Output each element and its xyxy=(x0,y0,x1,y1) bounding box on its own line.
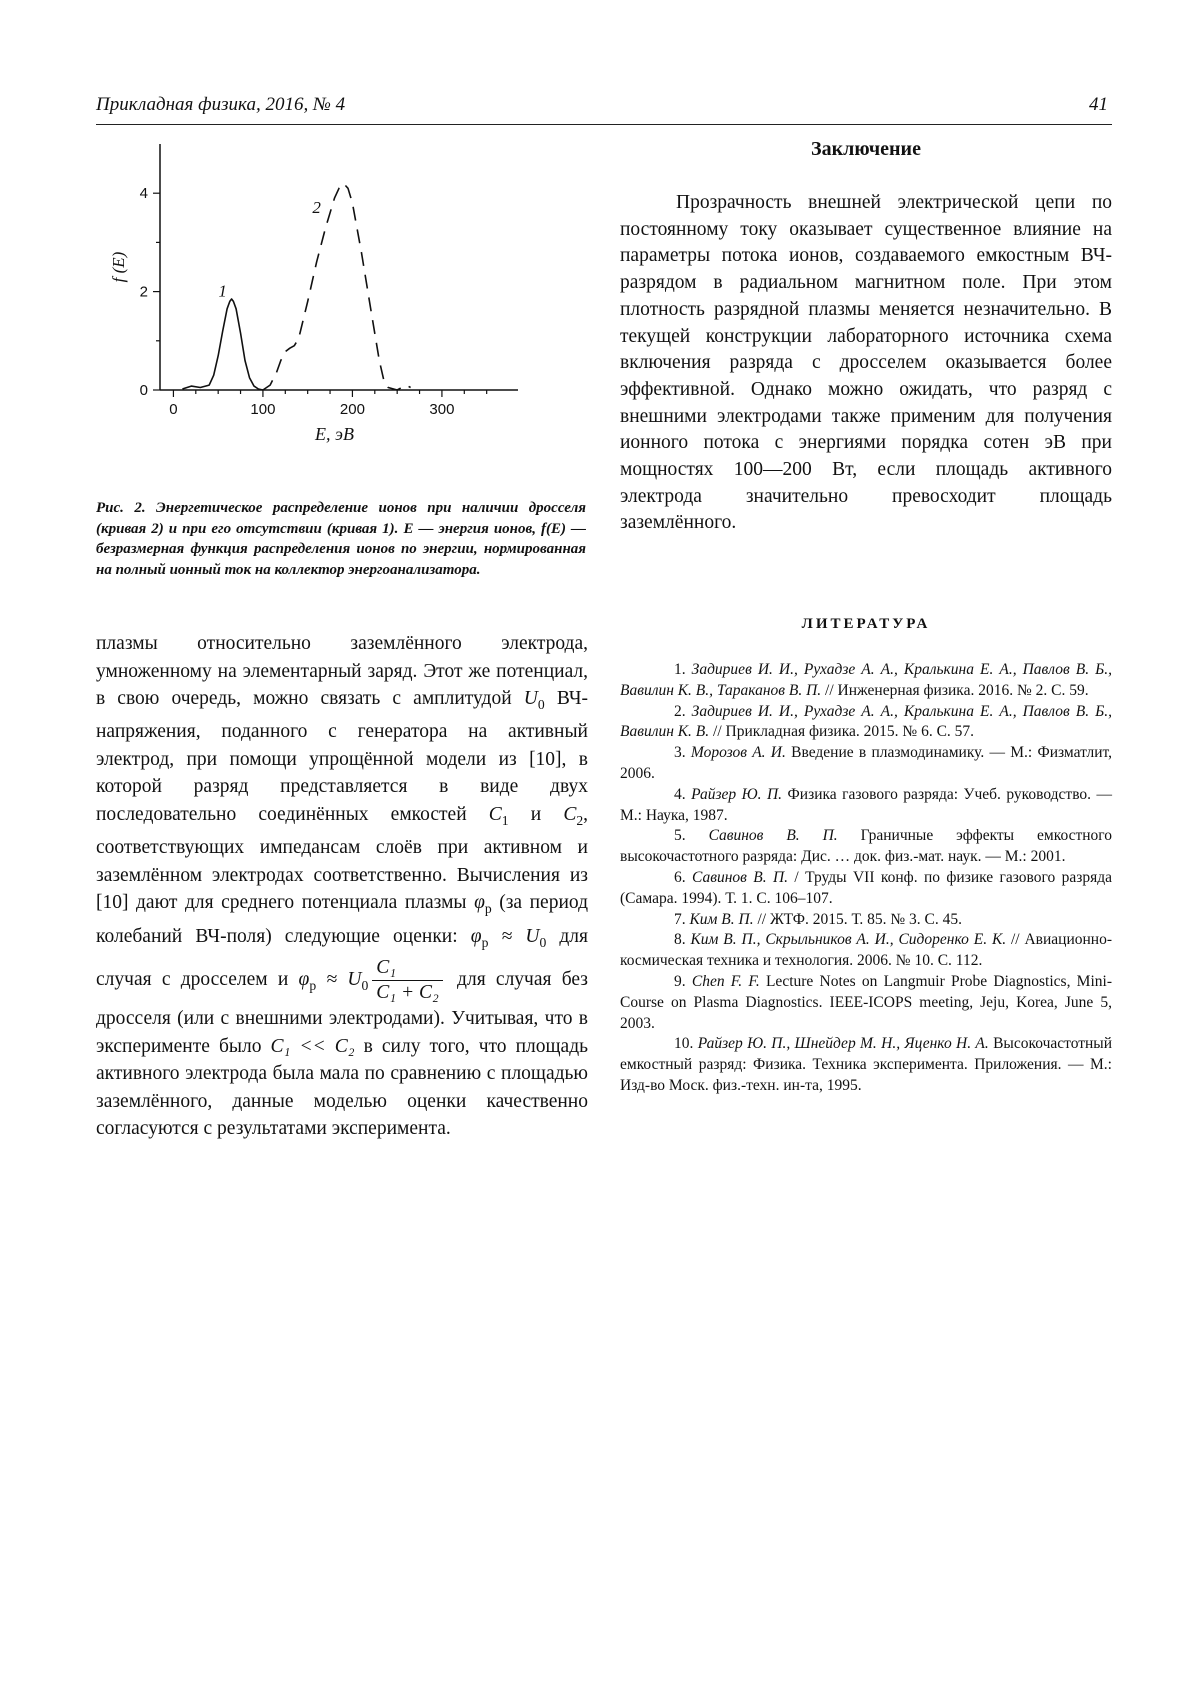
reference-authors: Ким В. П., Скрыльников А. И., Сидоренко Е. К. xyxy=(690,931,1007,949)
reference-item xyxy=(620,743,1112,785)
text-fragment: плазмы относительно заземлённого электрода, умноженному на элементарный заряд. Этот же потенциал, в свою очередь, можно связать с амплитудой xyxy=(96,633,588,709)
reference-item xyxy=(620,972,1112,1034)
reference-authors: Задириев И. И., Рухадзе А. А., Кралькина Е. А., Павлов В. Б., Вавилин К. В., Тараканов В. П. xyxy=(620,661,1113,699)
text-fragment: и xyxy=(530,803,542,825)
reference-source: Lecture Notes on Langmuir Probe Diagnostics, Mini-Course on Plasma Diagnostics. IEEE-ICOPS meeting, Jeju, Korea, June 5, 2003. xyxy=(620,972,1112,1032)
y-axis-label: f (E) xyxy=(110,251,128,283)
body-text-left xyxy=(96,630,588,1143)
equation-1: $\varphi_p \approx U_0$ xyxy=(470,925,547,950)
reference-item xyxy=(620,1034,1112,1096)
symbol-c2 xyxy=(563,803,584,828)
y-tick-label: 0 xyxy=(139,382,148,399)
symbol-u0 xyxy=(523,688,545,712)
fraction xyxy=(372,956,442,1005)
reference-authors: Ким В. П. xyxy=(689,910,754,928)
reference-number: 8. xyxy=(674,931,691,949)
conclusion-text xyxy=(620,190,1112,537)
literature-title: ЛИТЕРАТУРА xyxy=(801,616,931,632)
reference-item xyxy=(620,930,1112,972)
reference-source: // Авиационно-космическая техника и технология. 2006. № 10. С. 112. xyxy=(620,931,1112,970)
symbol-letter: C xyxy=(488,803,502,825)
reference-number: 7. xyxy=(674,910,690,928)
figure-energy-distribution xyxy=(110,134,590,486)
reference-source: Физика газового разряда: Учеб. руководство. — М.: Наука, 1987. xyxy=(620,785,1113,824)
text-fragment: для случая с дросселем и xyxy=(96,925,589,991)
reference-item xyxy=(620,785,1112,827)
reference-item xyxy=(620,702,1112,744)
conclusion-title: Заключение xyxy=(811,138,921,160)
symbol-subscript: p xyxy=(484,901,492,917)
page-header xyxy=(96,92,1112,125)
symbol-letter: φ xyxy=(474,892,485,914)
reference-item xyxy=(620,868,1112,910)
fraction-numerator: C₁ xyxy=(372,956,442,981)
curve-label: 2 xyxy=(312,197,321,217)
journal-title: Прикладная физика, 2016, № 4 xyxy=(96,94,346,115)
reference-source: / Труды VII конф. по физике газового разряда (Самара. 1994). Т. 1. С. 106–107. xyxy=(620,868,1113,907)
reference-number: 6. xyxy=(674,868,693,886)
reference-list xyxy=(620,660,1112,1097)
reference-item xyxy=(620,910,1112,931)
symbol-subscript: 1 xyxy=(501,812,509,828)
symbol-letter: U xyxy=(523,688,538,709)
x-axis-label: E, эВ xyxy=(315,424,354,444)
y-tick-label: 2 xyxy=(139,283,148,301)
reference-number: 9. xyxy=(674,972,692,990)
x-tick-label: 300 xyxy=(429,401,455,418)
reference-number: 2. xyxy=(674,702,692,720)
reference-item xyxy=(620,660,1112,702)
reference-source: // Инженерная физика. 2016. № 2. С. 59. xyxy=(821,681,1089,699)
text-fragment: (за период колебаний ВЧ-поля) следующие оценки: xyxy=(96,892,588,947)
reference-authors: Савинов В. П. xyxy=(708,827,838,845)
text-fragment: ВЧ-напряжения, поданного с генератора на активный электрод, при помощи упрощённой модели из [10], в которой разряд представляется в виде двух последовательно соединённых емкостей xyxy=(96,688,589,825)
equation-text: ≈ U xyxy=(326,969,362,991)
text-fragment: для случая без дросселя (или с внешними электродами). Учитывая, что в эксперименте было xyxy=(96,969,589,1057)
symbol-c1 xyxy=(488,803,509,828)
equation-2: $\varphi_p \approx U_0$ xyxy=(298,969,369,993)
body-paragraph xyxy=(96,630,588,1143)
conclusion-paragraph: Прозрачность внешней электрической цепи по постоянному току оказывает существенное влияние на параметры потока ионов, создаваемого емкостным ВЧ-разрядом в радиальном магнитном поле. При этом плотность разрядной плазмы меняется незначительно. В текущей конструкции лабораторного источника схема включения разряда с дросселем оказывается более эффективной. Однако можно ожидать, что разряд с внешними электродами также применим для получения ионного потока с энергиями порядка сотен эВ при мощностях 100—200 Вт, если площадь активного электрода значительно превосходит площадь заземлённого. xyxy=(620,192,1112,534)
reference-number: 5. xyxy=(674,827,709,845)
reference-source: // Прикладная физика. 2015. № 6. С. 57. xyxy=(709,723,975,741)
symbol-subscript: 2 xyxy=(576,812,584,828)
reference-number: 3. xyxy=(674,744,691,762)
series-curve-1 xyxy=(182,299,263,390)
x-tick-label: 200 xyxy=(339,401,365,418)
x-tick-label: 0 xyxy=(169,401,178,418)
reference-source: Граничные эффекты емкостного высокочастотного разряда: Дис. … док. физ.-мат. наук. — М.: 2001. xyxy=(620,827,1113,866)
reference-authors: Задириев И. И., Рухадзе А. А., Кралькина Е. А., Павлов В. Б., Вавилин К. В. xyxy=(620,702,1113,741)
reference-source: // ЖТФ. 2015. Т. 85. № 3. С. 45. xyxy=(753,910,963,928)
fraction-denominator: C₁ + C₂ xyxy=(376,982,439,1004)
x-tick-label: 100 xyxy=(250,401,276,418)
equation-text: ≈ U xyxy=(501,925,540,947)
curve-label: 1 xyxy=(218,281,227,301)
equation-3: C₁ << C₂ xyxy=(270,1035,355,1057)
reference-authors: Райзер Ю. П. xyxy=(691,785,783,803)
reference-number: 10. xyxy=(674,1035,698,1053)
reference-authors: Морозов А. И. xyxy=(690,744,786,762)
reference-authors: Савинов В. П. xyxy=(692,868,789,886)
energy-distribution-chart xyxy=(110,134,590,486)
symbol-phi-p xyxy=(474,892,492,917)
page-number: 41 xyxy=(1089,94,1108,115)
symbol-subscript: 0 xyxy=(537,696,545,712)
symbol-letter: C xyxy=(563,803,577,825)
figure-caption: Рис. 2. Энергетическое распределение ионов при наличии дросселя (кривая 2) и при его отсутствии (кривая 1). E — энергия ионов, f(E) — безразмерная функция распределения ионов по энергии, нормированная на полный ионный ток на коллектор энергоанализатора. xyxy=(96,500,586,578)
reference-authors: Chen F. F. xyxy=(691,972,760,990)
series-curve-2 xyxy=(263,183,411,390)
y-tick-label: 4 xyxy=(139,185,148,203)
text-fragment: в силу того, что площадь активного электрода была мала по сравнению с площадью заземлённого, данные моделью оценки качественно согласуются с результатами эксперимента. xyxy=(96,1035,589,1140)
reference-source: Введение в плазмодинамику. — М.: Физматлит, 2006. xyxy=(620,744,1112,782)
reference-authors: Райзер Ю. П., Шнейдер М. Н., Яценко Н. А. xyxy=(697,1035,989,1053)
reference-number: 1. xyxy=(674,661,692,678)
reference-source: Высокочастотный емкостный разряд: Физика. Техника эксперимента. Приложения. — М.: Изд-во Моск. физ.-техн. ин-та, 1995. xyxy=(620,1035,1113,1094)
text-fragment: , соответствующих импедансам слоёв при активном и заземлённом электродах соответственно. Вычисления из [10] дают для среднего потенциала плазмы xyxy=(96,803,589,914)
reference-number: 4. xyxy=(674,785,692,803)
reference-item xyxy=(620,826,1112,868)
